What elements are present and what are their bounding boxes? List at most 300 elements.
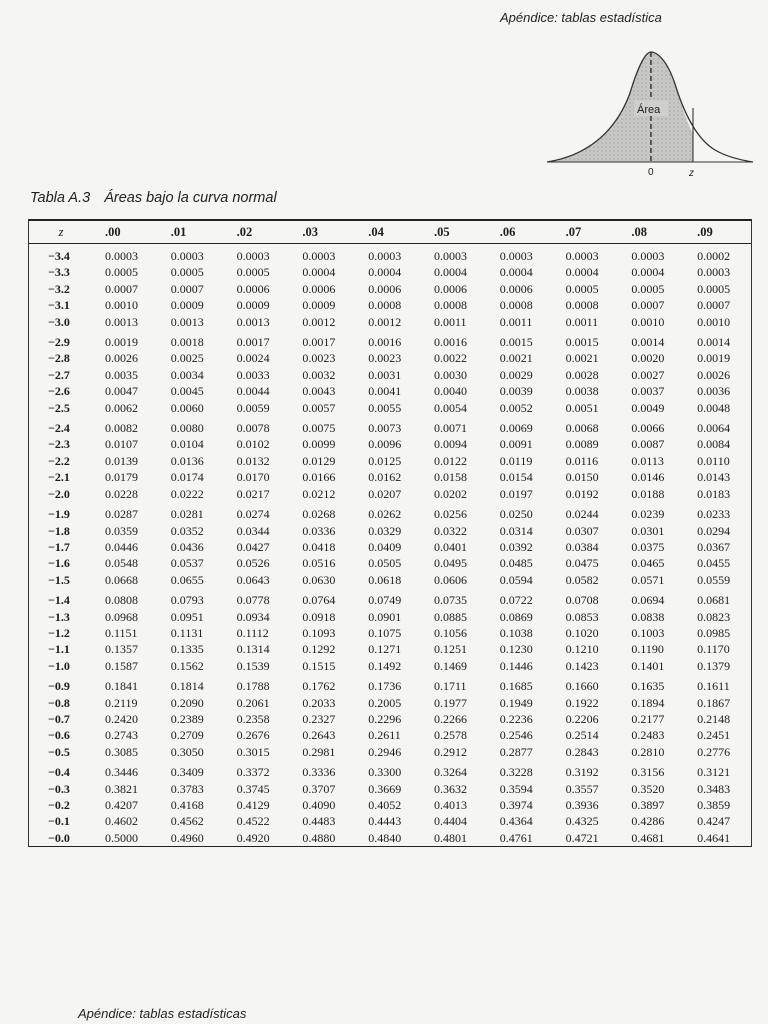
table-row: [29, 486, 751, 502]
probability-cell: 0.4522: [236, 814, 270, 829]
z-value-cell: −3.4: [48, 249, 70, 263]
probability-cell: 0.0069: [499, 421, 533, 436]
probability-cell: 0.2148: [697, 711, 731, 726]
probability-cell: 0.1492: [368, 658, 402, 673]
probability-cell: 0.0022: [433, 351, 467, 366]
probability-cell: 0.4920: [236, 830, 270, 845]
probability-cell: 0.0655: [170, 572, 204, 587]
probability-cell: 0.0853: [565, 609, 599, 624]
probability-cell: 0.0681: [697, 593, 731, 608]
probability-cell: 0.0006: [433, 281, 467, 296]
probability-cell: 0.0012: [302, 314, 336, 329]
probability-cell: 0.0250: [499, 507, 533, 522]
probability-cell: 0.4247: [697, 814, 731, 829]
probability-cell: 0.0010: [631, 314, 665, 329]
probability-cell: 0.0039: [499, 384, 533, 399]
probability-cell: 0.4207: [105, 798, 138, 812]
probability-cell: 0.0003: [368, 249, 402, 263]
probability-cell: 0.0119: [499, 453, 533, 468]
probability-cell: 0.0094: [433, 437, 467, 452]
probability-cell: 0.0007: [697, 298, 731, 313]
probability-cell: 0.4681: [631, 830, 665, 845]
probability-cell: 0.0003: [631, 249, 665, 263]
probability-cell: 0.0019: [105, 335, 138, 350]
area-label: Área: [637, 104, 661, 116]
probability-cell: 0.0031: [368, 367, 402, 382]
table-row: [29, 297, 751, 313]
probability-cell: 0.0038: [565, 384, 599, 399]
probability-cell: 0.3121: [697, 765, 731, 780]
probability-cell: 0.0344: [236, 523, 270, 538]
probability-cell: 0.0003: [697, 265, 731, 280]
probability-cell: 0.2033: [302, 695, 336, 710]
probability-cell: 0.0068: [565, 421, 599, 436]
probability-cell: 0.0014: [631, 335, 665, 350]
probability-cell: 0.4880: [302, 830, 336, 845]
probability-cell: 0.3557: [565, 781, 599, 796]
probability-cell: 0.0436: [170, 539, 204, 554]
z-value-cell: −1.0: [48, 658, 70, 673]
probability-cell: 0.3015: [236, 744, 270, 759]
probability-cell: 0.0401: [433, 539, 467, 554]
probability-cell: 0.0004: [631, 265, 665, 280]
probability-cell: 0.0192: [565, 486, 599, 501]
probability-cell: 0.0075: [302, 421, 336, 436]
probability-cell: 0.0968: [105, 609, 138, 624]
probability-cell: 0.3336: [302, 765, 336, 780]
probability-cell: 0.1038: [499, 625, 533, 640]
probability-cell: 0.0170: [236, 470, 270, 485]
z-value-cell: −0.9: [48, 679, 70, 694]
probability-cell: 0.0262: [368, 507, 402, 522]
table-row: [29, 813, 751, 829]
probability-cell: 0.0409: [368, 539, 402, 554]
table-row: [29, 539, 751, 555]
probability-cell: 0.2514: [565, 728, 599, 743]
probability-cell: 0.0475: [565, 556, 599, 571]
table-row: [29, 264, 751, 280]
probability-cell: 0.0132: [236, 453, 270, 468]
probability-cell: 0.4325: [565, 814, 599, 829]
probability-cell: 0.3632: [433, 781, 467, 796]
probability-cell: 0.0146: [631, 470, 665, 485]
probability-cell: 0.0016: [368, 335, 402, 350]
probability-cell: 0.0011: [565, 314, 599, 329]
z-value-cell: −2.9: [48, 335, 70, 350]
probability-cell: 0.0051: [565, 400, 599, 415]
probability-cell: 0.0009: [236, 298, 270, 313]
probability-cell: 0.0003: [433, 249, 467, 263]
probability-cell: 0.0158: [433, 470, 467, 485]
probability-cell: 0.0174: [170, 470, 204, 485]
z-value-cell: −3.2: [48, 281, 70, 296]
probability-cell: 0.0008: [499, 298, 533, 313]
probability-cell: 0.1151: [105, 625, 138, 640]
probability-cell: 0.4404: [433, 814, 467, 829]
probability-cell: 0.0901: [368, 609, 402, 624]
column-header-z: z: [29, 221, 93, 244]
probability-cell: 0.0162: [368, 470, 402, 485]
probability-cell: 0.0003: [105, 249, 138, 263]
probability-cell: 0.3446: [105, 765, 138, 780]
probability-cell: 0.4052: [368, 798, 402, 812]
probability-cell: 0.0009: [170, 298, 204, 313]
probability-cell: 0.0006: [236, 281, 270, 296]
probability-cell: 0.2005: [368, 695, 402, 710]
probability-cell: 0.0307: [565, 523, 599, 538]
probability-cell: 0.4840: [368, 830, 402, 845]
z-value-cell: −3.1: [48, 298, 70, 313]
table-row: [29, 830, 751, 846]
probability-cell: 0.0062: [105, 400, 138, 415]
probability-cell: 0.0281: [170, 507, 204, 522]
probability-cell: 0.4602: [105, 814, 138, 829]
probability-cell: 0.1056: [433, 625, 467, 640]
probability-cell: 0.3745: [236, 781, 270, 796]
probability-cell: 0.0129: [302, 453, 336, 468]
column-header: .02: [225, 221, 291, 244]
probability-cell: 0.0034: [170, 367, 204, 382]
z-value-cell: −0.4: [48, 765, 70, 780]
probability-cell: 0.0548: [105, 556, 138, 571]
probability-cell: 0.1762: [302, 679, 336, 694]
probability-cell: 0.0071: [433, 421, 467, 436]
probability-cell: 0.0918: [302, 609, 336, 624]
probability-cell: 0.0217: [236, 486, 270, 501]
probability-cell: 0.1711: [433, 679, 467, 694]
probability-cell: 0.1271: [368, 642, 402, 657]
probability-cell: 0.1446: [499, 658, 533, 673]
probability-cell: 0.3409: [170, 765, 204, 780]
probability-cell: 0.2358: [236, 711, 270, 726]
probability-cell: 0.1003: [631, 625, 665, 640]
probability-cell: 0.0008: [433, 298, 467, 313]
probability-cell: 0.0006: [368, 281, 402, 296]
z-value-cell: −1.9: [48, 507, 70, 522]
probability-cell: 0.0084: [697, 437, 731, 452]
probability-cell: 0.0287: [105, 507, 138, 522]
probability-cell: 0.0003: [302, 249, 336, 263]
table-caption: [30, 190, 277, 206]
probability-cell: 0.0268: [302, 507, 336, 522]
probability-cell: 0.0013: [170, 314, 204, 329]
column-header: .08: [619, 221, 685, 244]
probability-cell: 0.1788: [236, 679, 270, 694]
probability-cell: 0.0028: [565, 367, 599, 382]
z-value-cell: −1.6: [48, 556, 70, 571]
probability-cell: 0.2090: [170, 695, 204, 710]
probability-cell: 0.2743: [105, 728, 138, 743]
probability-cell: 0.1251: [433, 642, 467, 657]
probability-cell: 0.0010: [105, 298, 138, 313]
table-row: [29, 523, 751, 539]
probability-cell: 0.1020: [565, 625, 599, 640]
probability-cell: 0.0256: [433, 507, 467, 522]
probability-cell: 0.0018: [170, 335, 204, 350]
probability-cell: 0.4483: [302, 814, 336, 829]
table-row: [29, 281, 751, 297]
z-value-cell: −0.6: [48, 728, 70, 743]
table-row: [29, 436, 751, 452]
z-value-cell: −2.4: [48, 421, 70, 436]
probability-cell: 0.4364: [499, 814, 533, 829]
probability-cell: 0.1611: [697, 679, 730, 694]
probability-cell: 0.0869: [499, 609, 533, 624]
column-header: .04: [356, 221, 422, 244]
probability-cell: 0.1210: [565, 642, 599, 657]
probability-cell: 0.4801: [433, 830, 467, 845]
probability-cell: 0.2946: [368, 744, 402, 759]
probability-cell: 0.0150: [565, 470, 599, 485]
table-row: [29, 658, 751, 674]
probability-cell: 0.0125: [368, 453, 402, 468]
probability-cell: 0.0029: [499, 367, 533, 382]
z-value-cell: −1.3: [48, 609, 70, 624]
probability-cell: 0.0080: [170, 421, 204, 436]
probability-cell: 0.1814: [170, 679, 204, 694]
probability-cell: 0.0188: [631, 486, 665, 501]
table-row: [29, 711, 751, 727]
probability-cell: 0.1292: [302, 642, 336, 657]
probability-cell: 0.1401: [631, 658, 665, 673]
probability-cell: 0.0154: [499, 470, 533, 485]
probability-cell: 0.2119: [105, 695, 138, 710]
z-value-cell: −0.8: [48, 695, 70, 710]
probability-cell: 0.0582: [565, 572, 599, 587]
probability-cell: 0.2877: [499, 744, 533, 759]
table-row: [29, 330, 751, 350]
probability-cell: 0.2061: [236, 695, 270, 710]
probability-cell: 0.0618: [368, 572, 402, 587]
probability-cell: 0.0606: [433, 572, 467, 587]
probability-cell: 0.0026: [697, 367, 731, 382]
probability-cell: 0.0004: [565, 265, 599, 280]
column-header: .06: [488, 221, 554, 244]
probability-cell: 0.0212: [302, 486, 336, 501]
probability-cell: 0.0838: [631, 609, 665, 624]
probability-cell: 0.0808: [105, 593, 138, 608]
table-row: [29, 674, 751, 694]
probability-cell: 0.0749: [368, 593, 402, 608]
shaded-area: [547, 52, 693, 162]
probability-cell: 0.0104: [170, 437, 204, 452]
probability-cell: 0.0495: [433, 556, 467, 571]
probability-cell: 0.0013: [236, 314, 270, 329]
probability-cell: 0.0035: [105, 367, 138, 382]
probability-cell: 0.3264: [433, 765, 467, 780]
table-row: [29, 502, 751, 522]
probability-cell: 0.0089: [565, 437, 599, 452]
probability-cell: 0.0032: [302, 367, 336, 382]
probability-cell: 0.3859: [697, 798, 731, 812]
z-label: z: [689, 168, 694, 179]
probability-cell: 0.0013: [105, 314, 138, 329]
column-header: .05: [422, 221, 488, 244]
probability-cell: 0.1357: [105, 642, 138, 657]
z-value-cell: −0.1: [48, 814, 70, 829]
probability-cell: 0.1562: [170, 658, 204, 673]
probability-cell: 0.3669: [368, 781, 402, 796]
probability-cell: 0.0020: [631, 351, 665, 366]
z-value-cell: −2.8: [48, 351, 70, 366]
probability-cell: 0.0021: [499, 351, 533, 366]
probability-cell: 0.0985: [697, 625, 731, 640]
probability-cell: 0.0019: [697, 351, 731, 366]
probability-cell: 0.0052: [499, 400, 533, 415]
probability-cell: 0.0823: [697, 609, 731, 624]
probability-cell: 0.0934: [236, 609, 270, 624]
probability-cell: 0.0244: [565, 507, 599, 522]
probability-cell: 0.0526: [236, 556, 270, 571]
probability-cell: 0.0017: [302, 335, 336, 350]
column-header: .09: [685, 221, 751, 244]
table-row: [29, 695, 751, 711]
table-row: [29, 383, 751, 399]
probability-cell: 0.0110: [697, 453, 730, 468]
probability-cell: 0.0048: [697, 400, 731, 415]
probability-cell: 0.0003: [499, 249, 533, 263]
table-row: [29, 797, 751, 813]
probability-cell: 0.1515: [302, 658, 336, 673]
table-title: Áreas bajo la curva normal: [104, 190, 277, 206]
probability-cell: 0.4168: [170, 798, 204, 812]
probability-cell: 0.0003: [236, 249, 270, 263]
probability-cell: 0.0375: [631, 539, 665, 554]
probability-cell: 0.2810: [631, 744, 665, 759]
probability-cell: 0.0102: [236, 437, 270, 452]
probability-cell: 0.0951: [170, 609, 204, 624]
probability-cell: 0.3594: [499, 781, 533, 796]
table-row: [29, 588, 751, 608]
normal-curve-figure: [545, 38, 755, 180]
probability-cell: 0.0010: [697, 314, 731, 329]
probability-cell: 0.0008: [565, 298, 599, 313]
probability-cell: 0.0045: [170, 384, 204, 399]
probability-cell: 0.4443: [368, 814, 402, 829]
probability-cell: 0.0044: [236, 384, 270, 399]
probability-cell: 0.0004: [433, 265, 467, 280]
probability-cell: 0.3974: [499, 798, 533, 812]
probability-cell: 0.1190: [631, 642, 664, 657]
probability-cell: 0.0143: [697, 470, 731, 485]
table-row: [29, 781, 751, 797]
probability-cell: 0.0694: [631, 593, 665, 608]
probability-cell: 0.4641: [697, 830, 731, 845]
probability-cell: 0.1112: [236, 625, 269, 640]
column-header: .00: [93, 221, 159, 244]
table-row: [29, 609, 751, 625]
probability-cell: 0.4286: [631, 814, 665, 829]
probability-cell: 0.0179: [105, 470, 138, 485]
probability-cell: 0.0073: [368, 421, 402, 436]
z-value-cell: −2.3: [48, 437, 70, 452]
probability-cell: 0.0036: [697, 384, 731, 399]
probability-cell: 0.0392: [499, 539, 533, 554]
probability-cell: 0.3821: [105, 781, 138, 796]
probability-cell: 0.0006: [499, 281, 533, 296]
probability-cell: 0.0116: [565, 453, 599, 468]
probability-cell: 0.0057: [302, 400, 336, 415]
probability-cell: 0.0015: [499, 335, 533, 350]
probability-cell: 0.0197: [499, 486, 533, 501]
probability-cell: 0.0017: [236, 335, 270, 350]
z-value-cell: −0.5: [48, 744, 70, 759]
probability-cell: 0.0006: [302, 281, 336, 296]
table-row: [29, 572, 751, 588]
probability-cell: 0.0793: [170, 593, 204, 608]
probability-cell: 0.2912: [433, 744, 467, 759]
probability-cell: 0.0113: [631, 453, 664, 468]
probability-cell: 0.1170: [697, 642, 730, 657]
probability-cell: 0.2327: [302, 711, 336, 726]
probability-cell: 0.0367: [697, 539, 731, 554]
probability-cell: 0.2389: [170, 711, 204, 726]
probability-cell: 0.0026: [105, 351, 138, 366]
table-row: [29, 469, 751, 485]
probability-cell: 0.4761: [499, 830, 533, 845]
probability-cell: 0.0005: [565, 281, 599, 296]
z-table: [28, 219, 752, 847]
probability-cell: 0.1335: [170, 642, 204, 657]
probability-cell: 0.0122: [433, 453, 467, 468]
probability-cell: 0.4129: [236, 798, 270, 812]
probability-cell: 0.0003: [565, 249, 599, 263]
probability-cell: 0.0384: [565, 539, 599, 554]
z-value-cell: −2.5: [48, 400, 70, 415]
z-value-cell: −0.7: [48, 711, 70, 726]
probability-cell: 0.0668: [105, 572, 138, 587]
probability-cell: 0.0023: [368, 351, 402, 366]
probability-cell: 0.0314: [499, 523, 533, 538]
z-value-cell: −0.0: [48, 830, 70, 845]
probability-cell: 0.1230: [499, 642, 533, 657]
probability-cell: 0.0066: [631, 421, 665, 436]
probability-cell: 0.0014: [697, 335, 731, 350]
probability-cell: 0.0571: [631, 572, 665, 587]
probability-cell: 0.2546: [499, 728, 533, 743]
probability-cell: 0.0722: [499, 593, 533, 608]
probability-cell: 0.3707: [302, 781, 336, 796]
probability-cell: 0.3483: [697, 781, 731, 796]
probability-cell: 0.0136: [170, 453, 204, 468]
probability-cell: 0.0087: [631, 437, 665, 452]
probability-cell: 0.0055: [368, 400, 402, 415]
probability-cell: 0.2981: [302, 744, 336, 759]
probability-cell: 0.1379: [697, 658, 731, 673]
probability-cell: 0.0708: [565, 593, 599, 608]
probability-cell: 0.0021: [565, 351, 599, 366]
probability-cell: 0.0239: [631, 507, 665, 522]
table-row: [29, 744, 751, 760]
probability-cell: 0.3520: [631, 781, 665, 796]
column-header: .03: [290, 221, 356, 244]
z-value-cell: −0.3: [48, 781, 70, 796]
probability-cell: 0.0054: [433, 400, 467, 415]
probability-cell: 0.0322: [433, 523, 467, 538]
probability-cell: 0.3192: [565, 765, 599, 780]
probability-cell: 0.0011: [499, 314, 533, 329]
probability-cell: 0.0023: [302, 351, 336, 366]
z-value-cell: −1.7: [48, 539, 70, 554]
z-value-cell: −1.5: [48, 572, 70, 587]
probability-cell: 0.0004: [302, 265, 336, 280]
table-number: Tabla A.3: [30, 190, 91, 206]
column-header: .07: [554, 221, 620, 244]
probability-cell: 0.1922: [565, 695, 599, 710]
probability-cell: 0.0352: [170, 523, 204, 538]
probability-cell: 0.2843: [565, 744, 599, 759]
probability-cell: 0.0505: [368, 556, 402, 571]
